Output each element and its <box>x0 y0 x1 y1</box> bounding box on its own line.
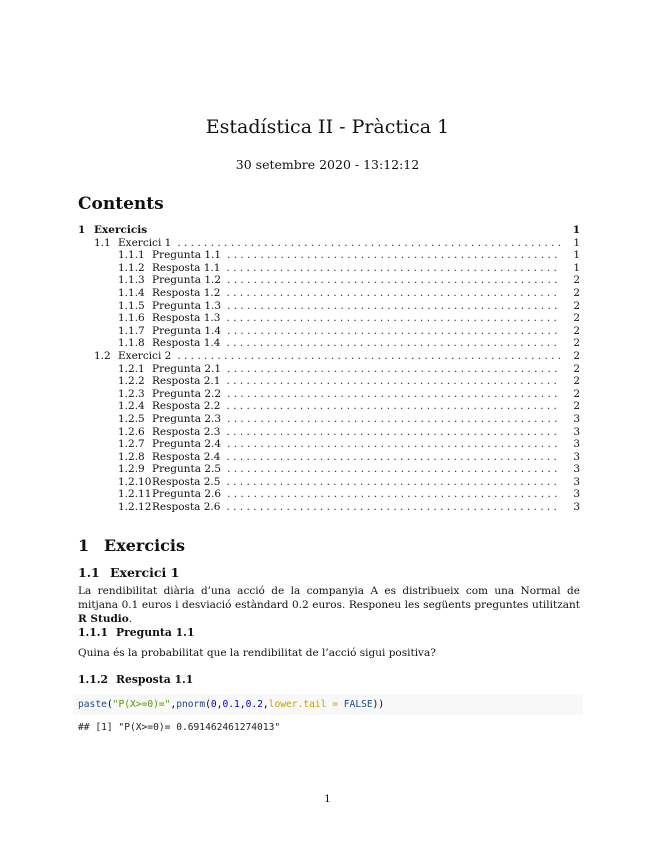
toc-entry-page: 2 <box>573 387 580 400</box>
subsubsection-heading-resposta-1-1 <box>78 673 193 686</box>
toc-entry-leader-dots <box>177 237 560 250</box>
toc-entry-number: 1.2.12 <box>118 501 152 514</box>
section-title: Exercicis <box>104 536 185 555</box>
toc-entry[interactable] <box>78 337 580 350</box>
toc-entry-number: 1.2 <box>94 349 111 362</box>
toc-entry-number: 1.1.2 <box>118 261 145 274</box>
toc-entry[interactable] <box>78 300 580 313</box>
document-title: Estadística II - Pràctica 1 <box>205 116 450 138</box>
toc-entry[interactable] <box>78 224 580 237</box>
toc-entry-label: Pregunta 2.5 <box>152 463 222 476</box>
toc-entry-label: Resposta 2.1 <box>152 375 221 388</box>
toc-entry-label: Pregunta 1.4 <box>152 324 222 337</box>
toc-entry[interactable] <box>78 237 580 250</box>
toc-entry-label: Resposta 1.2 <box>152 286 221 299</box>
toc-entry-page: 2 <box>573 400 580 413</box>
toc-entry-label: Resposta 2.5 <box>152 475 221 488</box>
toc-entry-page: 3 <box>573 463 580 476</box>
toc-entry[interactable] <box>78 463 580 476</box>
toc-entry-label: Pregunta 2.2 <box>152 387 222 400</box>
toc-entry-label: Pregunta 2.6 <box>152 488 222 501</box>
toc-entry[interactable] <box>78 274 580 287</box>
exercise-description-end: . <box>128 613 133 625</box>
r-output: ## [1] "P(X>=0)= 0.691462461274013" <box>78 722 281 733</box>
code-number: 0.1 <box>222 699 240 710</box>
toc-entry[interactable] <box>78 363 580 376</box>
toc-entry-number: 1.2.7 <box>118 438 145 451</box>
toc-entry-label: Pregunta 1.3 <box>152 299 222 312</box>
table-of-contents <box>78 224 580 514</box>
toc-entry[interactable] <box>78 325 580 338</box>
toc-entry-leader-dots <box>226 451 560 464</box>
code-comma: , <box>239 699 246 710</box>
toc-entry[interactable] <box>78 262 580 275</box>
page-number: 1 <box>324 793 331 805</box>
toc-entry-number: 1.2.1 <box>118 362 145 375</box>
toc-entry-page: 2 <box>573 324 580 337</box>
toc-entry-label: Resposta 2.6 <box>152 501 221 514</box>
toc-entry-number: 1.1.7 <box>118 324 145 337</box>
toc-entry-page: 3 <box>573 475 580 488</box>
code-argument: lower.tail = <box>268 699 338 710</box>
toc-entry-number: 1.2.10 <box>118 475 152 488</box>
toc-entry-leader-dots <box>227 300 560 313</box>
toc-entry[interactable] <box>78 426 580 439</box>
toc-entry[interactable] <box>78 476 580 489</box>
toc-entry-label: Pregunta 2.4 <box>152 438 222 451</box>
subsubsection-title: Pregunta 1.1 <box>116 626 195 639</box>
code-paren: )) <box>372 699 385 710</box>
contents-heading: Contents <box>78 194 164 214</box>
toc-entry-leader-dots <box>227 463 560 476</box>
code-comma: , <box>262 699 269 710</box>
toc-entry-leader-dots <box>227 488 560 501</box>
exercise-description <box>78 584 580 626</box>
toc-entry-leader-dots <box>177 350 560 363</box>
toc-entry-page: 3 <box>573 412 580 425</box>
toc-entry-label: Resposta 1.4 <box>152 337 221 350</box>
toc-entry-label: Pregunta 1.1 <box>152 249 222 262</box>
toc-entry-leader-dots <box>226 375 560 388</box>
toc-entry-page: 2 <box>573 274 580 287</box>
toc-entry-page: 1 <box>573 249 580 262</box>
toc-entry-label: Resposta 2.2 <box>152 400 221 413</box>
toc-entry-leader-dots <box>226 476 560 489</box>
code-number: 0 <box>210 699 217 710</box>
toc-entry-leader-dots <box>226 426 560 439</box>
toc-entry-number: 1.1 <box>94 236 111 249</box>
toc-entry-label: Exercici 1 <box>118 236 172 249</box>
toc-entry-page: 3 <box>573 501 580 514</box>
subsubsection-heading-pregunta-1-1 <box>78 626 194 639</box>
toc-entry-page: 2 <box>573 286 580 299</box>
code-function-pnorm: pnorm <box>176 699 206 710</box>
toc-entry-number: 1.2.5 <box>118 412 145 425</box>
toc-entry-number: 1 <box>78 224 86 236</box>
code-function-paste: paste <box>78 699 107 710</box>
toc-entry-page: 3 <box>573 425 580 438</box>
toc-entry-leader-dots <box>226 337 560 350</box>
toc-entry-page: 1 <box>573 236 580 249</box>
toc-entry[interactable] <box>78 438 580 451</box>
toc-entry-number: 1.2.4 <box>118 400 145 413</box>
toc-entry[interactable] <box>78 488 580 501</box>
toc-entry-leader-dots <box>227 249 560 262</box>
toc-entry-label: Pregunta 1.2 <box>152 274 222 287</box>
code-paren: ( <box>106 699 113 710</box>
toc-entry-label: Resposta 2.4 <box>152 450 221 463</box>
toc-entry-page: 1 <box>572 224 580 236</box>
toc-entry-leader-dots <box>227 363 560 376</box>
toc-entry-leader-dots <box>227 274 560 287</box>
toc-entry-page: 3 <box>573 488 580 501</box>
toc-entry-leader-dots <box>226 312 560 325</box>
toc-entry-leader-dots <box>226 287 560 300</box>
toc-entry-label: Exercicis <box>94 224 148 236</box>
toc-entry-leader-dots <box>226 501 560 514</box>
toc-entry-number: 1.2.3 <box>118 387 145 400</box>
code-paren: ( <box>205 699 211 710</box>
toc-entry[interactable] <box>78 249 580 262</box>
toc-entry-leader-dots <box>226 400 560 413</box>
r-studio-bold: R Studio <box>78 613 129 625</box>
toc-entry-number: 1.1.8 <box>118 337 145 350</box>
toc-entry-leader-dots <box>227 388 560 401</box>
toc-entry-number: 1.1.4 <box>118 286 145 299</box>
toc-entry-number: 1.2.6 <box>118 425 145 438</box>
toc-entry-page: 2 <box>573 349 580 362</box>
toc-entry-page: 1 <box>573 261 580 274</box>
toc-entry[interactable] <box>78 388 580 401</box>
toc-entry-page: 2 <box>573 312 580 325</box>
toc-entry-label: Resposta 2.3 <box>152 425 221 438</box>
toc-entry-leader-dots <box>227 325 560 338</box>
toc-entry[interactable] <box>78 413 580 426</box>
toc-entry-page: 3 <box>573 450 580 463</box>
code-string: "P(X>=0)=" <box>112 699 171 710</box>
toc-entry[interactable] <box>78 400 580 413</box>
toc-entry[interactable] <box>78 501 580 514</box>
subsection-heading-exercici-1 <box>78 565 179 580</box>
toc-entry[interactable] <box>78 350 580 363</box>
r-code-block <box>73 694 583 715</box>
section-heading-exercicis <box>78 536 185 555</box>
toc-entry-label: Pregunta 2.1 <box>152 362 222 375</box>
toc-entry-number: 1.1.3 <box>118 274 145 287</box>
toc-entry-page: 3 <box>573 438 580 451</box>
question-text: Quina és la probabilitat que la rendibilitat de l’acció sigui positiva? <box>78 647 436 659</box>
toc-entry-label: Exercici 2 <box>118 349 172 362</box>
toc-entry-number: 1.1.5 <box>118 299 145 312</box>
toc-entry[interactable] <box>78 375 580 388</box>
code-number: 0.2 <box>245 699 263 710</box>
document-date: 30 setembre 2020 - 13:12:12 <box>235 157 420 172</box>
toc-entry-number: 1.1.1 <box>118 249 145 262</box>
subsubsection-number: 1.1.2 <box>78 673 109 686</box>
toc-entry-leader-dots <box>227 413 560 426</box>
code-keyword: FALSE <box>343 699 373 710</box>
toc-entry-page: 2 <box>573 362 580 375</box>
toc-entry-page: 2 <box>573 375 580 388</box>
toc-entry-label: Resposta 1.3 <box>152 312 221 325</box>
toc-entry[interactable] <box>78 451 580 464</box>
toc-entry-label: Resposta 1.1 <box>152 261 221 274</box>
subsubsection-number: 1.1.1 <box>78 626 109 639</box>
code-comma: , <box>170 699 177 710</box>
toc-entry-page: 2 <box>573 337 580 350</box>
section-number: 1 <box>78 536 90 555</box>
exercise-description-text: La rendibilitat diària d’una acció de la companyia A es distribueix com una Normal de mitjana 0.1 euros i desviació estàndard 0.2 euros. Responeu les següents preguntes utilitzant <box>78 585 580 611</box>
subsection-title: Exercici 1 <box>110 565 180 580</box>
toc-entry-number: 1.2.8 <box>118 450 145 463</box>
toc-entry-label: Pregunta 2.3 <box>152 412 222 425</box>
toc-entry-page: 2 <box>573 299 580 312</box>
subsection-number: 1.1 <box>78 565 100 580</box>
toc-entry-number: 1.2.2 <box>118 375 145 388</box>
code-comma: , <box>216 699 223 710</box>
toc-entry-leader-dots <box>227 438 560 451</box>
toc-entry-number: 1.2.9 <box>118 463 145 476</box>
subsubsection-title: Resposta 1.1 <box>116 673 194 686</box>
toc-entry[interactable] <box>78 312 580 325</box>
toc-entry-leader-dots <box>226 262 560 275</box>
toc-entry-number: 1.2.11 <box>118 488 152 501</box>
toc-entry[interactable] <box>78 287 580 300</box>
toc-entry-number: 1.1.6 <box>118 312 145 325</box>
